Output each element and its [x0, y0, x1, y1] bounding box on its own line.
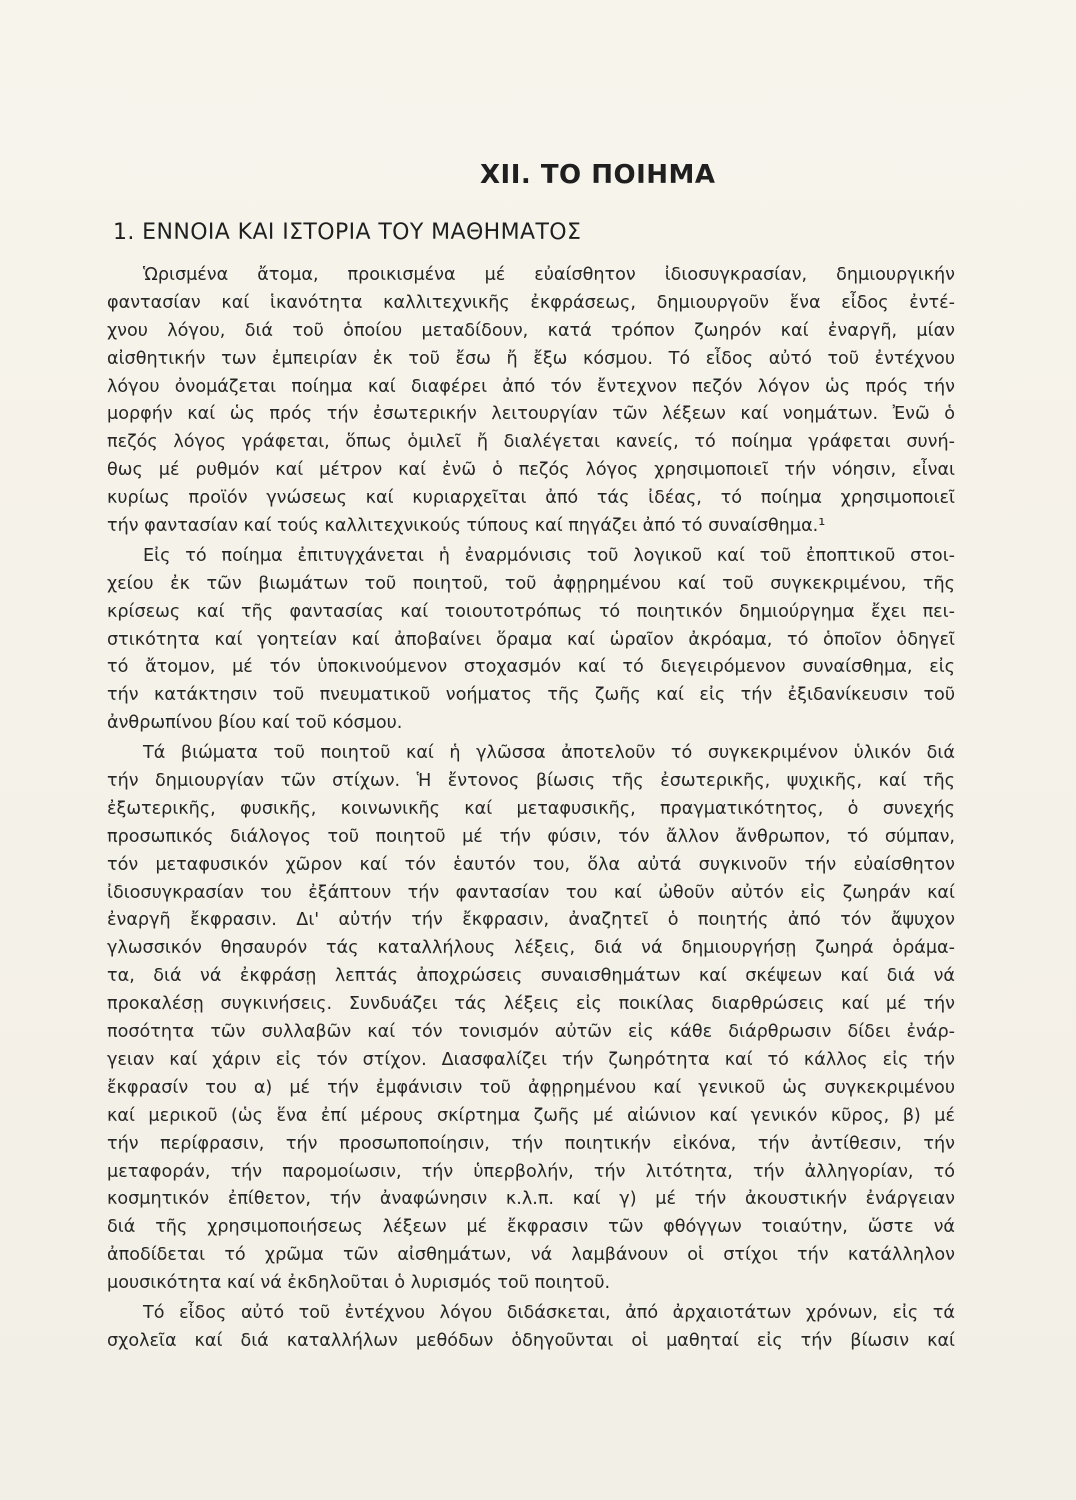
body-text: [107, 262, 955, 1358]
paragraph: [107, 262, 955, 541]
text-line: ἐξωτερικῆς, φυσικῆς, κοινωνικῆς καί μεταφυσικῆς, πραγματικότητος, ὁ συνεχής: [107, 798, 955, 819]
text-line: γλωσσικόν θησαυρόν τάς καταλλήλους λέξεις, διά νά δημιουργήσῃ ζωηρά ὁράμα-: [107, 938, 955, 959]
text-line: ποσότητα τῶν συλλαβῶν καί τόν τονισμόν αὐτῶν εἰς κάθε διάρθρωσιν δίδει ἐνάρ-: [107, 1022, 955, 1043]
text-line: ἀνθρωπίνου βίου καί τοῦ κόσμου.: [107, 713, 403, 734]
text-line: διά τῆς χρησιμοποιήσεως λέξεων μέ ἔκφρασιν τῶν φθόγγων τοιαύτην, ὥστε νά: [107, 1217, 955, 1238]
text-line: κρίσεως καί τῆς φαντασίας καί τοιουτοτρόπως τό ποιητικόν δημιούργημα ἔχει πει-: [107, 601, 955, 622]
paragraph: [107, 543, 955, 738]
text-line: κυρίως προϊόν γνώσεως καί κυριαρχεῖται ἀπό τάς ἰδέας, τό ποίημα χρησιμοποιεῖ: [107, 488, 955, 509]
text-line: σχολεῖα καί διά καταλλήλων μεθόδων ὁδηγοῦνται οἱ μαθηταί εἰς τήν βίωσιν καί: [107, 1330, 955, 1351]
text-line: τήν φαντασίαν καί τούς καλλιτεχνικούς τύπους καί πηγάζει ἀπό τό συναίσθημα.¹: [107, 516, 826, 537]
text-line: τήν περίφρασιν, τήν προσωποποίησιν, τήν ποιητικήν εἰκόνα, τήν ἀντίθεσιν, τήν: [107, 1133, 955, 1154]
section-title: 1. ΕΝΝΟΙΑ ΚΑΙ ΙΣΤΟΡΙΑ ΤΟΥ ΜΑΘΗΜΑΤΟΣ: [113, 220, 582, 245]
text-line: Ὡρισμένα ἄτομα, προικισμένα μέ εὐαίσθητον ἰδιοσυγκρασίαν, δημιουργικήν: [143, 265, 955, 285]
text-line: τήν δημιουργίαν τῶν στίχων. Ἡ ἔντονος βίωσις τῆς ἐσωτερικῆς, ψυχικῆς, καί τῆς: [107, 771, 955, 792]
text-line: ἔκφρασίν του α) μέ τήν ἐμφάνισιν τοῦ ἀφῃρημένου καί γενικοῦ ὡς συγκεκριμένου: [107, 1077, 955, 1098]
text-line: τόν μεταφυσικόν χῶρον καί τόν ἑαυτόν του, ὅλα αὐτά συγκινοῦν τήν εὐαίσθητον: [107, 854, 955, 875]
text-line: μεταφοράν, τήν παρομοίωσιν, τήν ὑπερβολήν, τήν λιτότητα, τήν ἀλληγορίαν, τό: [107, 1161, 955, 1182]
text-line: μουσικότητα καί νά ἐκδηλοῦται ὁ λυρισμός τοῦ ποιητοῦ.: [107, 1273, 611, 1294]
text-line: αἰσθητικήν των ἐμπειρίαν ἐκ τοῦ ἔσω ἤ ἔξω κόσμου. Τό εἶδος αὐτό τοῦ ἐντέχνου: [107, 348, 955, 369]
text-line: ἐναργῆ ἔκφρασιν. Δι' αὐτήν τήν ἔκφρασιν, ἀναζητεῖ ὁ ποιητής ἀπό τόν ἄψυχον: [107, 910, 955, 931]
text-line: ἰδιοσυγκρασίαν του ἐξάπτουν τήν φαντασίαν του καί ὠθοῦν αὐτόν εἰς ζωηράν καί: [107, 882, 955, 903]
text-line: προκαλέσῃ συγκινήσεις. Συνδυάζει τάς λέξεις εἰς ποικίλας διαρθρώσεις καί μέ τήν: [107, 994, 955, 1015]
text-line: χείου ἐκ τῶν βιωμάτων τοῦ ποιητοῦ, τοῦ ἀφῃρημένου καί τοῦ συγκεκριμένου, τῆς: [107, 573, 955, 594]
text-line: κοσμητικόν ἐπίθετον, τήν ἀναφώνησιν κ.λ.π. καί γ) μέ τήν ἀκουστικήν ἐνάργειαν: [107, 1189, 955, 1210]
text-line: Τό εἶδος αὐτό τοῦ ἐντέχνου λόγου διδάσκεται, ἀπό ἀρχαιοτάτων χρόνων, εἰς τά: [143, 1302, 955, 1323]
text-line: μορφήν καί ὡς πρός τήν ἐσωτερικήν λειτουργίαν τῶν λέξεων καί νοημάτων. Ἐνῶ ὁ: [107, 404, 955, 425]
text-line: τα, διά νά ἐκφράσῃ λεπτάς ἀποχρώσεις συναισθημάτων καί σκέψεων καί διά νά: [107, 966, 955, 987]
chapter-title: XII. ΤΟ ΠΟΙΗΜΑ: [480, 160, 716, 190]
text-line: προσωπικός διάλογος τοῦ ποιητοῦ μέ τήν φύσιν, τόν ἄλλον ἄνθρωπον, τό σύμπαν,: [107, 826, 955, 847]
text-line: Εἰς τό ποίημα ἐπιτυγχάνεται ἡ ἐναρμόνισις τοῦ λογικοῦ καί τοῦ ἐποπτικοῦ στοι-: [143, 545, 955, 566]
text-line: τό ἄτομον, μέ τόν ὑποκινούμενον στοχασμόν καί τό διεγειρόμενον συναίσθημα, εἰς: [107, 657, 955, 678]
paragraph: [107, 1300, 955, 1356]
text-line: Τά βιώματα τοῦ ποιητοῦ καί ἡ γλῶσσα ἀποτελοῦν τό συγκεκριμένον ὑλικόν διά: [143, 743, 955, 764]
text-line: χνου λόγου, διά τοῦ ὁποίου μεταδίδουν, κατά τρόπον ζωηρόν καί ἐναργῆ, μίαν: [107, 320, 955, 341]
text-line: φαντασίαν καί ἱκανότητα καλλιτεχνικῆς ἐκφράσεως, δημιουργοῦν ἕνα εἶδος ἐντέ-: [107, 292, 955, 313]
paragraph: [107, 740, 955, 1298]
text-line: θως μέ ρυθμόν καί μέτρον καί ἐνῶ ὁ πεζός λόγος χρησιμοποιεῖ τήν νόησιν, εἶναι: [107, 460, 955, 481]
text-line: λόγου ὀνομάζεται ποίημα καί διαφέρει ἀπό τόν ἔντεχνον πεζόν λόγον ὡς πρός τήν: [107, 376, 955, 397]
text-line: πεζός λόγος γράφεται, ὅπως ὁμιλεῖ ἤ διαλέγεται κανείς, τό ποίημα γράφεται συνή-: [107, 432, 955, 453]
text-line: γειαν καί χάριν εἰς τόν στίχον. Διασφαλίζει τήν ζωηρότητα καί τό κάλλος εἰς τήν: [107, 1049, 955, 1070]
text-line: στικότητα καί γοητείαν καί ἀποβαίνει ὅραμα καί ὡραῖον ἀκρόαμα, τό ὁποῖον ὁδηγεῖ: [107, 629, 955, 650]
text-line: ἀποδίδεται τό χρῶμα τῶν αἰσθημάτων, νά λαμβάνουν οἱ στίχοι τήν κατάλληλον: [107, 1245, 955, 1266]
text-line: καί μερικοῦ (ὡς ἕνα ἐπί μέρους σκίρτημα ζωῆς μέ αἰώνιον καί γενικόν κῦρος, β) μέ: [107, 1105, 955, 1126]
text-line: τήν κατάκτησιν τοῦ πνευματικοῦ νοήματος τῆς ζωῆς καί εἰς τήν ἐξιδανίκευσιν τοῦ: [107, 685, 955, 706]
